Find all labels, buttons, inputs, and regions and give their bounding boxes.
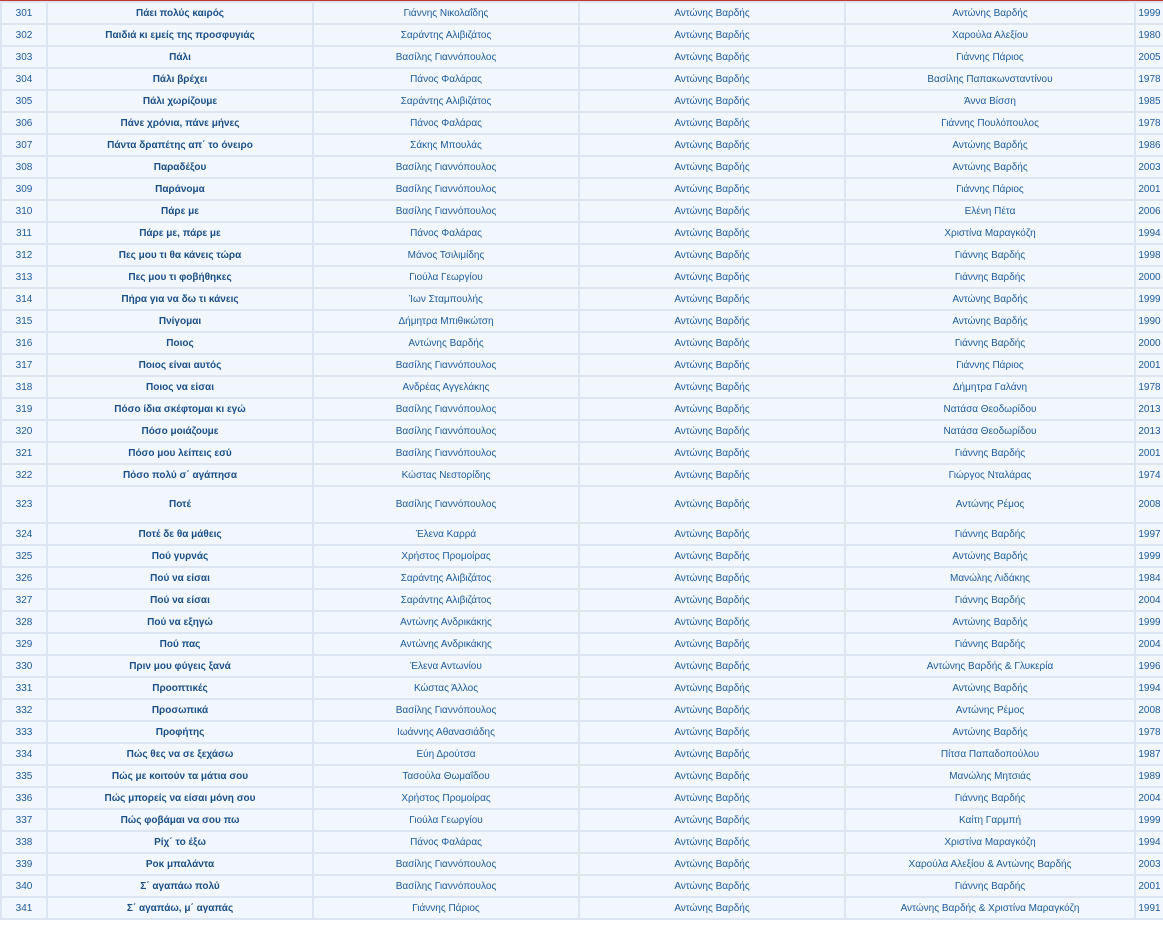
cell-song-title: Πού γυρνάς [48,546,312,566]
cell-lyricist: Βασίλης Γιαννόπουλος [314,487,578,522]
cell-composer: Αντώνης Βαρδής [580,3,844,23]
table-row [2,135,1163,155]
cell-composer: Αντώνης Βαρδής [580,245,844,265]
cell-composer: Αντώνης Βαρδής [580,722,844,742]
cell-year: 1978 [1136,722,1163,742]
cell-year: 1978 [1136,377,1163,397]
cell-year: 2000 [1136,267,1163,287]
cell-composer: Αντώνης Βαρδής [580,568,844,588]
cell-number: 328 [2,612,46,632]
cell-composer: Αντώνης Βαρδής [580,223,844,243]
cell-composer: Αντώνης Βαρδής [580,91,844,111]
cell-lyricist: Σαράντης Αλιβιζάτος [314,25,578,45]
cell-song-title: Πάει πολύς καιρός [48,3,312,23]
table-row [2,399,1163,419]
cell-performer: Αντώνης Βαρδής [846,612,1134,632]
cell-composer: Αντώνης Βαρδής [580,744,844,764]
cell-number: 326 [2,568,46,588]
cell-composer: Αντώνης Βαρδής [580,179,844,199]
cell-composer: Αντώνης Βαρδής [580,898,844,918]
cell-year: 1986 [1136,135,1163,155]
cell-composer: Αντώνης Βαρδής [580,157,844,177]
cell-year: 2001 [1136,355,1163,375]
cell-performer: Αντώνης Ρέμος [846,700,1134,720]
cell-year: 2008 [1136,700,1163,720]
cell-performer: Γιάννης Βαρδής [846,590,1134,610]
cell-lyricist: Αντώνης Ανδρικάκης [314,634,578,654]
cell-song-title: Παράνομα [48,179,312,199]
cell-lyricist: Βασίλης Γιαννόπουλος [314,399,578,419]
cell-song-title: Σ΄ αγαπάω, μ΄ αγαπάς [48,898,312,918]
cell-performer: Αντώνης Βαρδής [846,311,1134,331]
cell-year: 1991 [1136,898,1163,918]
songs-table [0,1,1163,920]
cell-performer: Βασίλης Παπακωνσταντίνου [846,69,1134,89]
cell-year: 1994 [1136,832,1163,852]
cell-year: 1999 [1136,546,1163,566]
cell-performer: Χαρούλα Αλεξίου [846,25,1134,45]
cell-number: 332 [2,700,46,720]
table-row [2,25,1163,45]
cell-composer: Αντώνης Βαρδής [580,201,844,221]
cell-year: 1999 [1136,810,1163,830]
cell-year: 1999 [1136,3,1163,23]
cell-lyricist: Βασίλης Γιαννόπουλος [314,700,578,720]
cell-lyricist: Έλενα Αντωνίου [314,656,578,676]
cell-number: 315 [2,311,46,331]
cell-number: 334 [2,744,46,764]
cell-performer: Αντώνης Βαρδής [846,157,1134,177]
cell-composer: Αντώνης Βαρδής [580,113,844,133]
cell-number: 301 [2,3,46,23]
cell-year: 2004 [1136,590,1163,610]
cell-number: 338 [2,832,46,852]
cell-composer: Αντώνης Βαρδής [580,656,844,676]
cell-lyricist: Σαράντης Αλιβιζάτος [314,568,578,588]
cell-lyricist: Τασούλα Θωμαΐδου [314,766,578,786]
cell-year: 1998 [1136,245,1163,265]
cell-performer: Πίτσα Παπαδοπούλου [846,744,1134,764]
cell-lyricist: Πάνος Φαλάρας [314,223,578,243]
cell-performer: Αντώνης Βαρδής [846,722,1134,742]
cell-number: 324 [2,524,46,544]
cell-performer: Μανώλης Λιδάκης [846,568,1134,588]
table-row [2,810,1163,830]
cell-lyricist: Δήμητρα Μπιθικώτση [314,311,578,331]
cell-composer: Αντώνης Βαρδής [580,311,844,331]
cell-performer: Γιάννης Βαρδής [846,788,1134,808]
cell-performer: Γιάννης Βαρδής [846,443,1134,463]
cell-year: 2013 [1136,399,1163,419]
cell-lyricist: Πάνος Φαλάρας [314,832,578,852]
cell-lyricist: Εύη Δρούτσα [314,744,578,764]
cell-lyricist: Βασίλης Γιαννόπουλος [314,47,578,67]
table-row [2,3,1163,23]
table-row [2,47,1163,67]
cell-number: 339 [2,854,46,874]
cell-number: 333 [2,722,46,742]
cell-composer: Αντώνης Βαρδής [580,47,844,67]
songs-table-body [2,3,1163,918]
table-row [2,634,1163,654]
table-row [2,157,1163,177]
cell-number: 317 [2,355,46,375]
cell-song-title: Πώς φοβάμαι να σου πω [48,810,312,830]
cell-lyricist: Χρήστος Προμοίρας [314,788,578,808]
table-row [2,223,1163,243]
cell-lyricist: Γιάννης Νικολαΐδης [314,3,578,23]
cell-song-title: Πάλι βρέχει [48,69,312,89]
table-row [2,201,1163,221]
table-row [2,289,1163,309]
cell-year: 1978 [1136,113,1163,133]
cell-lyricist: Βασίλης Γιαννόπουλος [314,179,578,199]
table-row [2,832,1163,852]
cell-song-title: Ποιος να είσαι [48,377,312,397]
cell-composer: Αντώνης Βαρδής [580,590,844,610]
cell-song-title: Πού να είσαι [48,568,312,588]
cell-song-title: Παραδέξου [48,157,312,177]
cell-lyricist: Βασίλης Γιαννόπουλος [314,355,578,375]
table-row [2,91,1163,111]
cell-song-title: Πριν μου φύγεις ξανά [48,656,312,676]
table-row [2,524,1163,544]
cell-composer: Αντώνης Βαρδής [580,678,844,698]
cell-song-title: Προοπτικές [48,678,312,698]
cell-composer: Αντώνης Βαρδής [580,788,844,808]
cell-performer: Αντώνης Βαρδής [846,678,1134,698]
cell-lyricist: Σαράντης Αλιβιζάτος [314,590,578,610]
cell-composer: Αντώνης Βαρδής [580,546,844,566]
table-row [2,898,1163,918]
cell-song-title: Πες μου τι φοβήθηκες [48,267,312,287]
cell-composer: Αντώνης Βαρδής [580,612,844,632]
table-row [2,355,1163,375]
cell-song-title: Πήρα για να δω τι κάνεις [48,289,312,309]
cell-year: 2004 [1136,634,1163,654]
cell-performer: Γιάννης Βαρδής [846,524,1134,544]
table-row [2,267,1163,287]
cell-song-title: Πάντα δραπέτης απ΄ το όνειρο [48,135,312,155]
cell-lyricist: Βασίλης Γιαννόπουλος [314,157,578,177]
cell-composer: Αντώνης Βαρδής [580,355,844,375]
cell-performer: Νατάσα Θεοδωρίδου [846,421,1134,441]
cell-performer: Γιάννης Βαρδής [846,634,1134,654]
cell-year: 1985 [1136,91,1163,111]
cell-composer: Αντώνης Βαρδής [580,377,844,397]
cell-composer: Αντώνης Βαρδής [580,443,844,463]
cell-performer: Γιάννης Βαρδής [846,245,1134,265]
cell-lyricist: Γιούλα Γεωργίου [314,267,578,287]
cell-lyricist: Χρήστος Προμοίρας [314,546,578,566]
cell-song-title: Προσωπικά [48,700,312,720]
cell-lyricist: Σάκης Μπουλάς [314,135,578,155]
cell-number: 313 [2,267,46,287]
cell-year: 1984 [1136,568,1163,588]
cell-performer: Αντώνης Βαρδής [846,289,1134,309]
cell-performer: Γιάννης Πάριος [846,47,1134,67]
cell-song-title: Πόσο ίδια σκέφτομαι κι εγώ [48,399,312,419]
table-row [2,766,1163,786]
cell-composer: Αντώνης Βαρδής [580,267,844,287]
cell-song-title: Πάλι [48,47,312,67]
cell-song-title: Σ΄ αγαπάω πολύ [48,876,312,896]
table-row [2,421,1163,441]
cell-year: 2013 [1136,421,1163,441]
cell-song-title: Πώς θες να σε ξεχάσω [48,744,312,764]
table-row [2,744,1163,764]
table-row [2,311,1163,331]
cell-composer: Αντώνης Βαρδής [580,766,844,786]
cell-year: 1989 [1136,766,1163,786]
table-row [2,465,1163,485]
cell-performer: Μανώλης Μητσιάς [846,766,1134,786]
table-row [2,245,1163,265]
cell-composer: Αντώνης Βαρδής [580,399,844,419]
cell-number: 305 [2,91,46,111]
cell-song-title: Πάλι χωρίζουμε [48,91,312,111]
cell-number: 340 [2,876,46,896]
cell-performer: Χριστίνα Μαραγκόζη [846,223,1134,243]
table-row [2,546,1163,566]
cell-number: 330 [2,656,46,676]
table-row [2,590,1163,610]
cell-song-title: Πάρε με [48,201,312,221]
cell-composer: Αντώνης Βαρδής [580,524,844,544]
cell-year: 2008 [1136,487,1163,522]
cell-song-title: Πού να είσαι [48,590,312,610]
table-row [2,656,1163,676]
cell-number: 314 [2,289,46,309]
cell-song-title: Ποτέ [48,487,312,522]
cell-song-title: Πόσο μου λείπεις εσύ [48,443,312,463]
table-row [2,788,1163,808]
table-row [2,876,1163,896]
cell-performer: Νατάσα Θεοδωρίδου [846,399,1134,419]
cell-lyricist: Βασίλης Γιαννόπουλος [314,854,578,874]
cell-number: 302 [2,25,46,45]
cell-performer: Αντώνης Βαρδής [846,546,1134,566]
cell-song-title: Πώς μπορείς να είσαι μόνη σου [48,788,312,808]
cell-lyricist: Πάνος Φαλάρας [314,69,578,89]
cell-composer: Αντώνης Βαρδής [580,810,844,830]
cell-performer: Αντώνης Ρέμος [846,487,1134,522]
cell-performer: Χριστίνα Μαραγκόζη [846,832,1134,852]
cell-lyricist: Σαράντης Αλιβιζάτος [314,91,578,111]
cell-performer: Γιώργος Νταλάρας [846,465,1134,485]
cell-year: 1980 [1136,25,1163,45]
cell-composer: Αντώνης Βαρδής [580,289,844,309]
cell-lyricist: Βασίλης Γιαννόπουλος [314,876,578,896]
cell-performer: Αντώνης Βαρδής & Χριστίνα Μαραγκόζη [846,898,1134,918]
table-row [2,612,1163,632]
cell-lyricist: Αντώνης Ανδρικάκης [314,612,578,632]
cell-number: 329 [2,634,46,654]
cell-year: 2003 [1136,157,1163,177]
cell-number: 323 [2,487,46,522]
cell-performer: Γιάννης Πάριος [846,355,1134,375]
cell-song-title: Προφήτης [48,722,312,742]
cell-lyricist: Έλενα Καρρά [314,524,578,544]
cell-lyricist: Ίων Σταμπουλής [314,289,578,309]
cell-year: 2004 [1136,788,1163,808]
cell-number: 312 [2,245,46,265]
cell-number: 341 [2,898,46,918]
table-row [2,678,1163,698]
table-row [2,69,1163,89]
cell-composer: Αντώνης Βαρδής [580,487,844,522]
cell-lyricist: Αντώνης Βαρδής [314,333,578,353]
cell-performer: Αντώνης Βαρδής [846,135,1134,155]
cell-composer: Αντώνης Βαρδής [580,421,844,441]
cell-year: 2000 [1136,333,1163,353]
cell-composer: Αντώνης Βαρδής [580,465,844,485]
cell-number: 325 [2,546,46,566]
cell-performer: Χαρούλα Αλεξίου & Αντώνης Βαρδής [846,854,1134,874]
cell-number: 335 [2,766,46,786]
cell-number: 320 [2,421,46,441]
cell-song-title: Ρίχ΄ το έξω [48,832,312,852]
cell-performer: Γιάννης Πουλόπουλος [846,113,1134,133]
cell-composer: Αντώνης Βαρδής [580,854,844,874]
cell-number: 304 [2,69,46,89]
cell-lyricist: Βασίλης Γιαννόπουλος [314,443,578,463]
cell-number: 311 [2,223,46,243]
cell-song-title: Πάρε με, πάρε με [48,223,312,243]
cell-performer: Γιάννης Βαρδής [846,333,1134,353]
cell-lyricist: Ανδρέας Αγγελάκης [314,377,578,397]
cell-number: 306 [2,113,46,133]
cell-lyricist: Βασίλης Γιαννόπουλος [314,421,578,441]
cell-year: 2001 [1136,179,1163,199]
cell-number: 321 [2,443,46,463]
cell-year: 2006 [1136,201,1163,221]
cell-number: 308 [2,157,46,177]
cell-year: 2001 [1136,876,1163,896]
cell-number: 316 [2,333,46,353]
cell-number: 319 [2,399,46,419]
cell-song-title: Πάνε χρόνια, πάνε μήνες [48,113,312,133]
cell-lyricist: Κώστας Νεστορίδης [314,465,578,485]
cell-lyricist: Γιούλα Γεωργίου [314,810,578,830]
cell-number: 318 [2,377,46,397]
cell-song-title: Πόσο πολύ σ΄ αγάπησα [48,465,312,485]
cell-year: 1997 [1136,524,1163,544]
cell-performer: Αντώνης Βαρδής & Γλυκερία [846,656,1134,676]
cell-year: 1990 [1136,311,1163,331]
table-row [2,722,1163,742]
table-row [2,700,1163,720]
cell-performer: Δήμητρα Γαλάνη [846,377,1134,397]
table-row [2,377,1163,397]
cell-number: 307 [2,135,46,155]
cell-song-title: Ποτέ δε θα μάθεις [48,524,312,544]
cell-number: 310 [2,201,46,221]
cell-year: 1999 [1136,289,1163,309]
cell-lyricist: Πάνος Φαλάρας [314,113,578,133]
cell-year: 2005 [1136,47,1163,67]
cell-composer: Αντώνης Βαρδής [580,876,844,896]
cell-performer: Γιάννης Πάριος [846,179,1134,199]
table-row [2,333,1163,353]
cell-composer: Αντώνης Βαρδής [580,832,844,852]
cell-song-title: Πες μου τι θα κάνεις τώρα [48,245,312,265]
cell-lyricist: Γιάννης Πάριος [314,898,578,918]
cell-lyricist: Κώστας Άλλος [314,678,578,698]
cell-lyricist: Ιωάννης Αθανασιάδης [314,722,578,742]
cell-year: 1994 [1136,223,1163,243]
cell-year: 1999 [1136,612,1163,632]
cell-song-title: Ποιος [48,333,312,353]
cell-song-title: Πνίγομαι [48,311,312,331]
cell-performer: Ελένη Πέτα [846,201,1134,221]
cell-number: 303 [2,47,46,67]
cell-song-title: Πώς με κοιτούν τα μάτια σου [48,766,312,786]
cell-number: 322 [2,465,46,485]
cell-number: 309 [2,179,46,199]
cell-number: 336 [2,788,46,808]
table-row [2,487,1163,522]
cell-year: 1996 [1136,656,1163,676]
cell-composer: Αντώνης Βαρδής [580,69,844,89]
cell-song-title: Ροκ μπαλάντα [48,854,312,874]
cell-lyricist: Βασίλης Γιαννόπουλος [314,201,578,221]
cell-performer: Καίτη Γαρμπή [846,810,1134,830]
cell-year: 1974 [1136,465,1163,485]
cell-song-title: Ποιος είναι αυτός [48,355,312,375]
cell-year: 1978 [1136,69,1163,89]
cell-composer: Αντώνης Βαρδής [580,333,844,353]
cell-number: 331 [2,678,46,698]
cell-performer: Γιάννης Βαρδής [846,876,1134,896]
cell-year: 1994 [1136,678,1163,698]
cell-year: 2003 [1136,854,1163,874]
cell-year: 2001 [1136,443,1163,463]
cell-performer: Γιάννης Βαρδής [846,267,1134,287]
table-row [2,854,1163,874]
table-row [2,113,1163,133]
table-row [2,568,1163,588]
cell-performer: Άννα Βίσση [846,91,1134,111]
table-row [2,179,1163,199]
cell-song-title: Πού να εξηγώ [48,612,312,632]
table-row [2,443,1163,463]
cell-composer: Αντώνης Βαρδής [580,25,844,45]
cell-performer: Αντώνης Βαρδής [846,3,1134,23]
cell-number: 327 [2,590,46,610]
cell-composer: Αντώνης Βαρδής [580,634,844,654]
cell-number: 337 [2,810,46,830]
cell-lyricist: Μάνος Τσιλιμίδης [314,245,578,265]
cell-composer: Αντώνης Βαρδής [580,700,844,720]
cell-song-title: Πόσο μοιάζουμε [48,421,312,441]
cell-composer: Αντώνης Βαρδής [580,135,844,155]
cell-song-title: Παιδιά κι εμείς της προσφυγιάς [48,25,312,45]
cell-song-title: Πού πας [48,634,312,654]
cell-year: 1987 [1136,744,1163,764]
